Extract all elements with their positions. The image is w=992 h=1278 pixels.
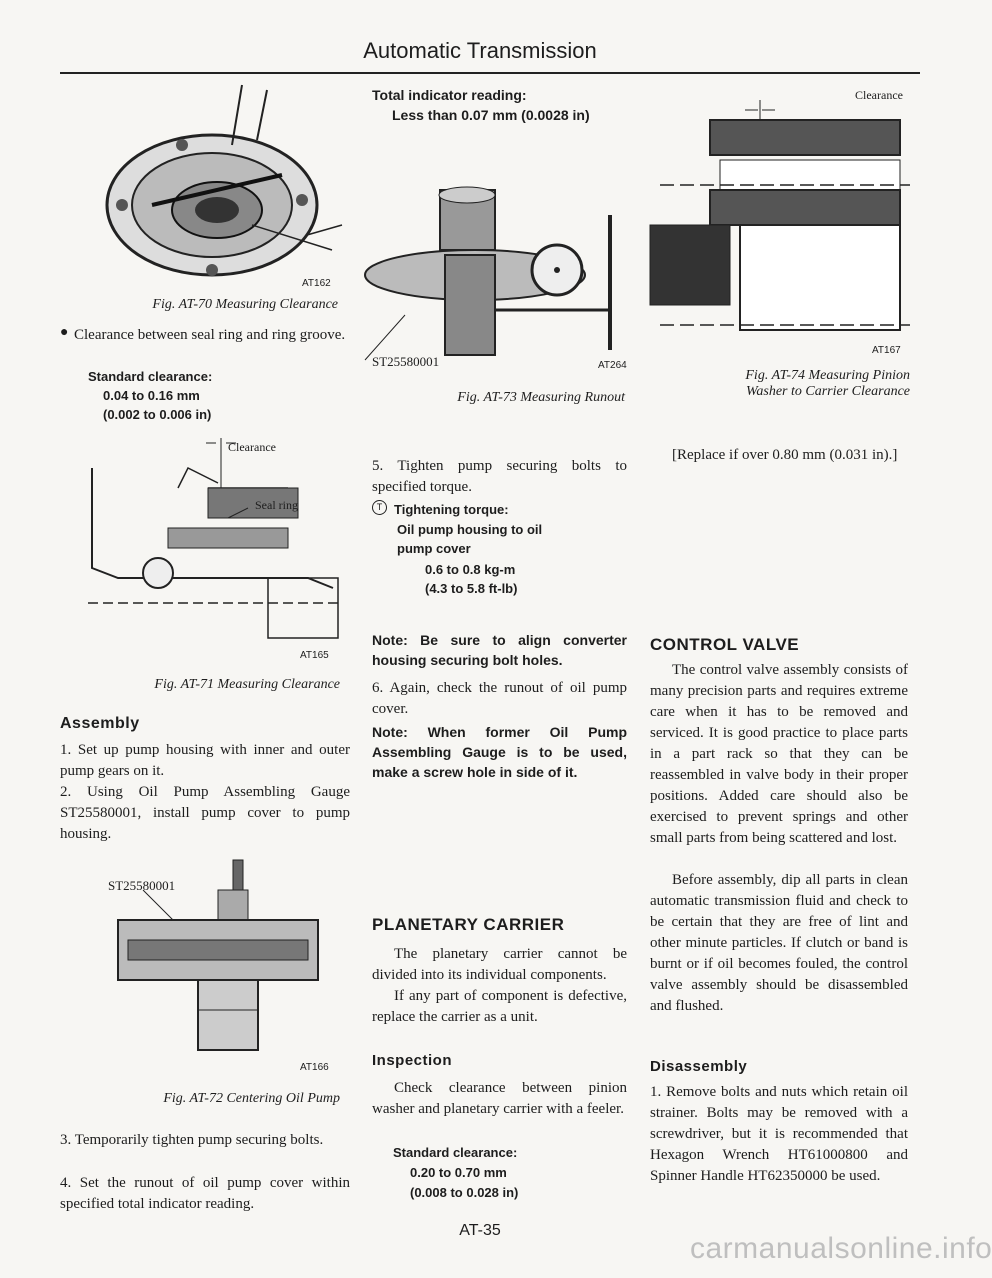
fig-at70-illustration bbox=[92, 85, 342, 285]
control-valve-heading: CONTROL VALVE bbox=[650, 635, 800, 654]
page-number: AT-35 bbox=[459, 1222, 501, 1239]
torque-item: Oil pump housing to oil pump cover bbox=[397, 522, 543, 556]
fig-at71-illustration bbox=[88, 428, 348, 648]
assembly-heading: Assembly bbox=[60, 715, 140, 732]
fig-at73-code: AT264 bbox=[598, 360, 627, 371]
fig-at71-label-clearance: Clearance bbox=[228, 440, 276, 454]
torque-ftlb: (4.3 to 5.8 ft-lb) bbox=[425, 581, 518, 596]
page-header: Automatic Transmission bbox=[363, 38, 597, 63]
assembly-step-2: 2. Using Oil Pump Assembling Gauge ST25580001, install pump cover to pump housing. bbox=[60, 784, 350, 842]
fig-at74-label-clearance: Clearance bbox=[855, 88, 903, 102]
std-clearance-in: (0.002 to 0.006 in) bbox=[103, 407, 212, 422]
fig-at71-caption: Fig. AT-71 Measuring Clearance bbox=[154, 677, 340, 692]
header-rule bbox=[60, 72, 920, 74]
assembly-step-5: 5. Tighten pump securing bolts to specified torque. bbox=[372, 458, 627, 495]
std-clearance-label: Standard clearance: bbox=[88, 369, 213, 384]
inspection-std-in: (0.008 to 0.028 in) bbox=[410, 1185, 519, 1200]
fig-at74-illustration bbox=[650, 100, 915, 335]
planetary-paragraph-2: If any part of component is defective, replace the carrier as a unit. bbox=[372, 988, 627, 1025]
fig-at72-tool-label: ST25580001 bbox=[108, 878, 176, 893]
fig-at70-caption: Fig. AT-70 Measuring Clearance bbox=[152, 297, 338, 312]
fig-at74-caption-1: Fig. AT-74 Measuring Pinion bbox=[745, 368, 910, 383]
control-valve-paragraph-2: Before assembly, dip all parts in clean automatic transmission fluid and check to be certain that they are free of lint and other minute particles. If clutch or band is burnt or if oil becomes fouled, the control valve assembly should be disassembled and flushed. bbox=[650, 872, 908, 1014]
fig-at74-code: AT167 bbox=[872, 345, 901, 356]
fig-at73-tool-label: ST25580001 bbox=[372, 354, 440, 369]
disassembly-step-1: 1. Remove bolts and nuts which retain oil strainer. Bolts may be removed with a screwdriver, but it is recommended that Hexagon Wrench HT61000800 and Spinner Handle HT62350000 be used. bbox=[650, 1084, 908, 1184]
assembly-step-4: 4. Set the runout of oil pump cover within specified total indicator reading. bbox=[60, 1175, 350, 1212]
planetary-heading: PLANETARY CARRIER bbox=[372, 915, 565, 934]
total-indicator-label: Total indicator reading: bbox=[372, 87, 527, 103]
total-indicator-value: Less than 0.07 mm (0.0028 in) bbox=[392, 107, 590, 123]
torque-icon: T bbox=[372, 500, 387, 515]
torque-label: Tightening torque: bbox=[394, 502, 509, 517]
fig-at71-code: AT165 bbox=[300, 650, 329, 661]
fig-at70-code: AT162 bbox=[302, 278, 331, 289]
watermark: carmanualsonline.info bbox=[690, 1232, 992, 1265]
note-2: Note: When former Oil Pump Assembling Gauge is to be used, make a screw hole in side of it. bbox=[372, 724, 627, 780]
inspection-heading: Inspection bbox=[372, 1052, 453, 1069]
fig-at72-code: AT166 bbox=[300, 1062, 329, 1073]
fig-at74-caption-2: Washer to Carrier Clearance bbox=[746, 384, 910, 399]
inspection-std-label: Standard clearance: bbox=[393, 1145, 518, 1160]
fig-at71-label-seal: Seal ring bbox=[255, 498, 298, 512]
std-clearance-mm: 0.04 to 0.16 mm bbox=[103, 388, 200, 403]
fig-at73-illustration bbox=[365, 185, 635, 365]
assembly-step-3: 3. Temporarily tighten pump securing bolts. bbox=[60, 1132, 324, 1148]
bullet-icon: ● bbox=[60, 325, 69, 340]
planetary-paragraph-1: The planetary carrier cannot be divided into its individual components. bbox=[372, 946, 627, 983]
fig-at72-caption: Fig. AT-72 Centering Oil Pump bbox=[163, 1091, 340, 1106]
bullet-clearance bbox=[60, 325, 350, 346]
torque-kgm: 0.6 to 0.8 kg-m bbox=[425, 562, 516, 577]
assembly-step-1: 1. Set up pump housing with inner and outer pump gears on it. bbox=[60, 742, 350, 779]
bullet-text: Clearance between seal ring and ring groove. bbox=[74, 327, 346, 343]
note-1: Note: Be sure to align converter housing securing bolt holes. bbox=[372, 632, 627, 668]
inspection-std-mm: 0.20 to 0.70 mm bbox=[410, 1165, 507, 1180]
disassembly-heading: Disassembly bbox=[650, 1058, 748, 1075]
control-valve-paragraph-1: The control valve assembly consists of many precision parts and requires extreme care when it has to be removed and serviced. It is good practice to place parts in a part rack so that they can be reassembled in valve body in their proper positions. Added care should also be exercised to prevent springs and other small parts from being scattered and lost. bbox=[650, 662, 908, 846]
assembly-step-6: 6. Again, check the runout of oil pump cover. bbox=[372, 680, 627, 717]
inspection-text: Check clearance between pinion washer and planetary carrier with a feeler. bbox=[372, 1080, 627, 1117]
torque-spec bbox=[372, 500, 627, 519]
replace-note: [Replace if over 0.80 mm (0.031 in).] bbox=[672, 447, 898, 463]
fig-at73-caption: Fig. AT-73 Measuring Runout bbox=[457, 390, 625, 405]
